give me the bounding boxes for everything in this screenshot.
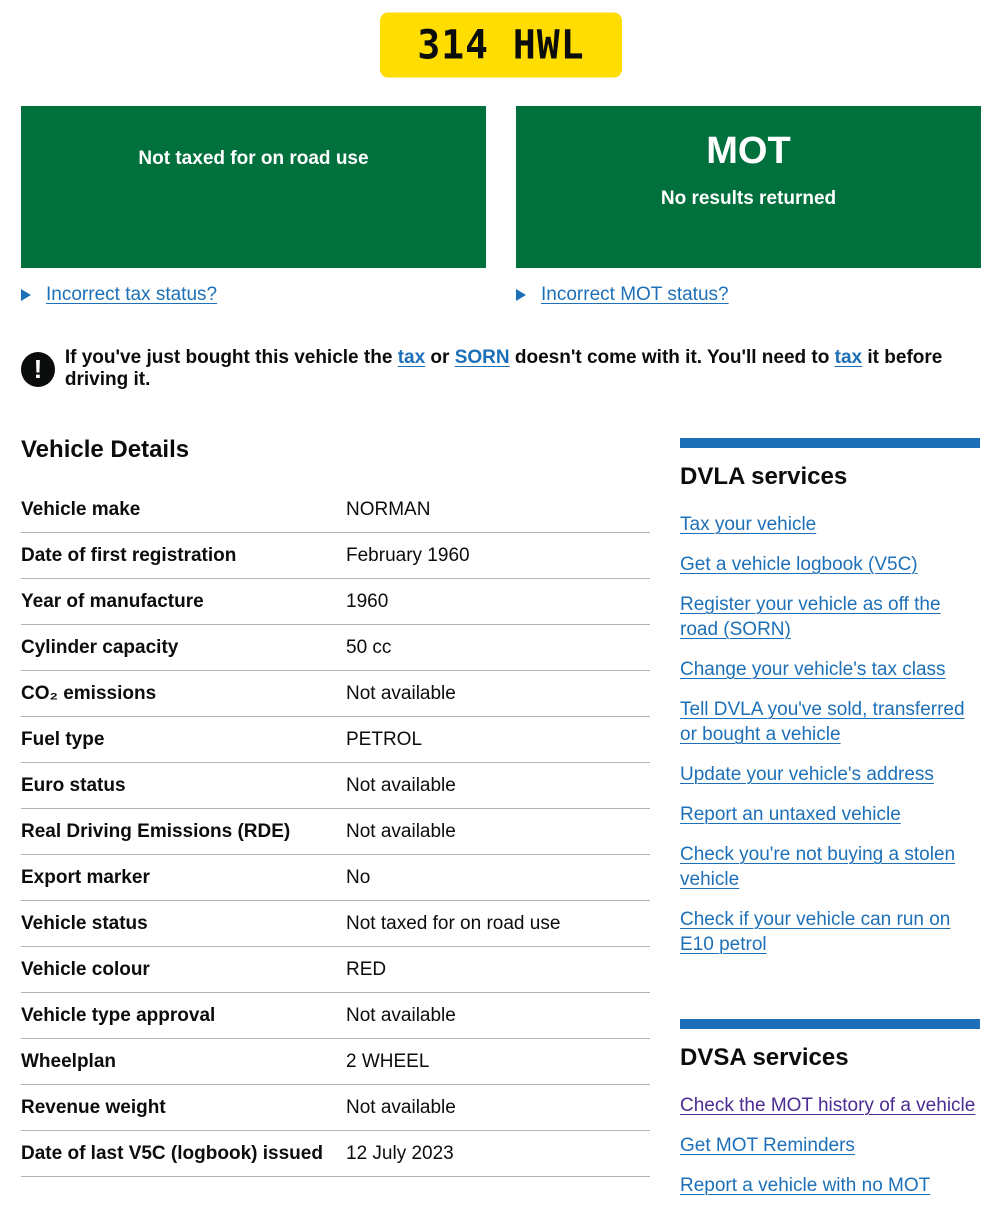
- table-row: [21, 579, 650, 625]
- table-row: [21, 763, 650, 809]
- table-row: [21, 1131, 650, 1177]
- dvsa-services-heading: DVSA services: [680, 1044, 849, 1071]
- tell-dvla-sold-link[interactable]: Tell DVLA you've sold, transferred or bought a vehicle: [680, 699, 965, 745]
- row-value: 2 WHEEL: [346, 1039, 650, 1085]
- report-untaxed-link[interactable]: Report an untaxed vehicle: [680, 804, 901, 825]
- row-label: Date of first registration: [21, 533, 346, 579]
- check-e10-link[interactable]: Check if your vehicle can run on E10 petrol: [680, 909, 951, 955]
- row-value: 1960: [346, 579, 650, 625]
- get-logbook-link[interactable]: Get a vehicle logbook (V5C): [680, 554, 918, 575]
- mot-status-panel: [516, 106, 981, 268]
- incorrect-tax-status-toggle[interactable]: [21, 284, 217, 306]
- list-item: [680, 552, 980, 577]
- list-item: [680, 512, 980, 537]
- list-item: [680, 762, 980, 787]
- dvsa-services-panel: [680, 1019, 980, 1213]
- tax-status-panel: [21, 106, 486, 268]
- table-row: [21, 1039, 650, 1085]
- row-label: Revenue weight: [21, 1085, 346, 1131]
- row-value: Not taxed for on road use: [346, 901, 650, 947]
- mot-reminders-link[interactable]: Get MOT Reminders: [680, 1135, 855, 1156]
- row-value: PETROL: [346, 717, 650, 763]
- tax-link[interactable]: tax: [397, 347, 426, 368]
- change-tax-class-link[interactable]: Change your vehicle's tax class: [680, 659, 946, 680]
- list-item: [680, 1133, 980, 1158]
- list-item: [680, 657, 980, 682]
- row-value: No: [346, 855, 650, 901]
- table-row: [21, 717, 650, 763]
- row-label: Real Driving Emissions (RDE): [21, 809, 346, 855]
- table-row: [21, 947, 650, 993]
- tax-your-vehicle-link[interactable]: Tax your vehicle: [680, 514, 817, 535]
- triangle-right-icon: [516, 289, 526, 301]
- row-label: Euro status: [21, 763, 346, 809]
- row-value: Not available: [346, 809, 650, 855]
- register-sorn-link[interactable]: Register your vehicle as off the road (SORN): [680, 594, 941, 640]
- row-label: Vehicle status: [21, 901, 346, 947]
- mot-status-title: MOT: [706, 130, 791, 172]
- list-item: [680, 592, 980, 642]
- list-item: [680, 1173, 980, 1198]
- row-label: Year of manufacture: [21, 579, 346, 625]
- incorrect-mot-status-toggle[interactable]: [516, 284, 729, 306]
- tax-status-text: Not taxed for on road use: [138, 148, 369, 169]
- table-row: [21, 487, 650, 533]
- vehicle-details-heading: Vehicle Details: [21, 436, 190, 463]
- table-row: [21, 993, 650, 1039]
- dvla-services-heading: DVLA services: [680, 463, 848, 490]
- list-item: [680, 842, 980, 892]
- row-label: Date of last V5C (logbook) issued: [21, 1131, 346, 1177]
- table-row: [21, 809, 650, 855]
- dvla-services-panel: [680, 438, 980, 972]
- row-label: Vehicle colour: [21, 947, 346, 993]
- row-value: 50 cc: [346, 625, 650, 671]
- row-label: Vehicle make: [21, 487, 346, 533]
- row-label: Cylinder capacity: [21, 625, 346, 671]
- exclamation-icon: !: [21, 352, 55, 387]
- list-item: [680, 697, 980, 747]
- incorrect-tax-status-link[interactable]: Incorrect tax status?: [46, 284, 218, 305]
- row-label: Export marker: [21, 855, 346, 901]
- warning-notice: [21, 347, 1001, 391]
- report-no-mot-link[interactable]: Report a vehicle with no MOT: [680, 1175, 931, 1196]
- row-value: 12 July 2023: [346, 1131, 650, 1177]
- check-stolen-link[interactable]: Check you're not buying a stolen vehicle: [680, 844, 956, 890]
- table-row: [21, 901, 650, 947]
- row-value: Not available: [346, 671, 650, 717]
- table-row: [21, 1085, 650, 1131]
- row-label: CO₂ emissions: [21, 671, 346, 717]
- sorn-link[interactable]: SORN: [454, 347, 510, 368]
- row-label: Wheelplan: [21, 1039, 346, 1085]
- list-item: [680, 1093, 980, 1118]
- list-item: [680, 907, 980, 957]
- row-value: Not available: [346, 1085, 650, 1131]
- table-row: [21, 671, 650, 717]
- update-address-link[interactable]: Update your vehicle's address: [680, 764, 934, 785]
- incorrect-mot-status-link[interactable]: Incorrect MOT status?: [541, 284, 729, 305]
- table-row: [21, 533, 650, 579]
- row-label: Vehicle type approval: [21, 993, 346, 1039]
- row-value: February 1960: [346, 533, 650, 579]
- dvsa-services-list: [680, 1093, 980, 1198]
- row-value: Not available: [346, 993, 650, 1039]
- table-row: [21, 855, 650, 901]
- mot-status-text: No results returned: [660, 188, 837, 209]
- list-item: [680, 802, 980, 827]
- triangle-right-icon: [21, 289, 31, 301]
- row-value: RED: [346, 947, 650, 993]
- dvla-services-list: [680, 512, 980, 957]
- vehicle-details-table: [21, 487, 650, 1177]
- row-value: Not available: [346, 763, 650, 809]
- tax-link-2[interactable]: tax: [834, 347, 863, 368]
- section-divider: [680, 1019, 980, 1029]
- row-value: NORMAN: [346, 487, 650, 533]
- check-mot-history-link[interactable]: Check the MOT history of a vehicle: [680, 1095, 976, 1116]
- row-label: Fuel type: [21, 717, 346, 763]
- section-divider: [680, 438, 980, 448]
- registration-plate: 314 HWL: [380, 12, 622, 77]
- table-row: [21, 625, 650, 671]
- warning-text: If you've just bought this vehicle the tax or SORN doesn't come with it. You'll need to tax it before driving it.: [64, 347, 943, 390]
